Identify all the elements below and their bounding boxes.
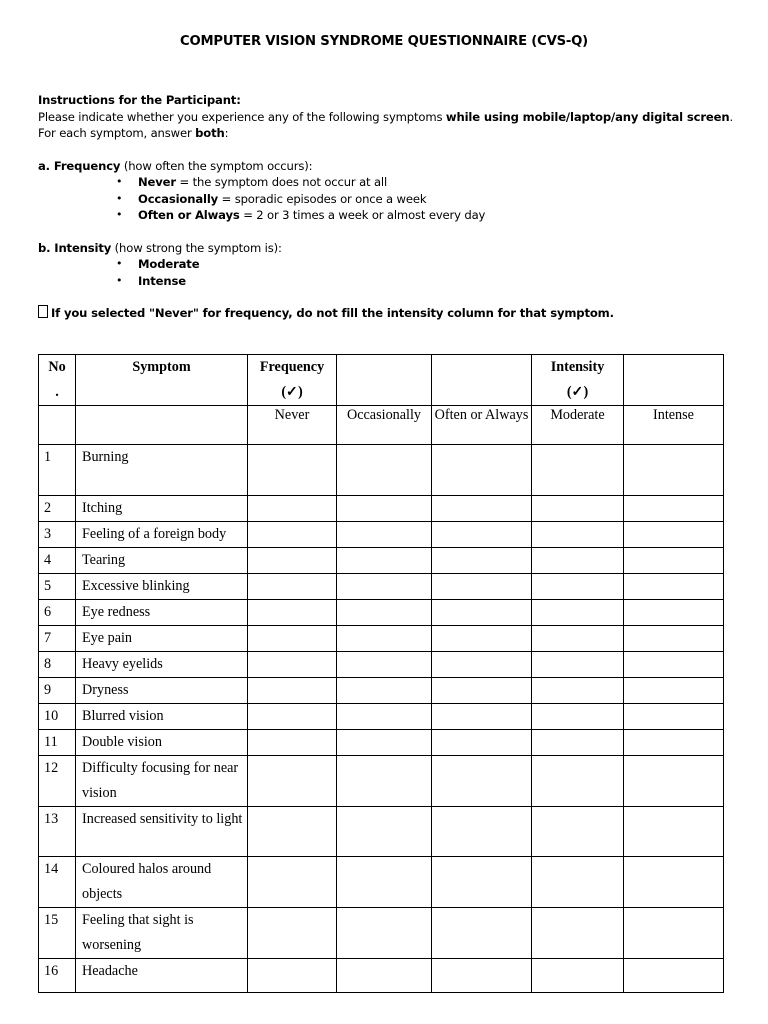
row-number: 16 bbox=[39, 959, 76, 993]
subheader-intense: Intense bbox=[624, 406, 724, 445]
intensity-heading bbox=[38, 240, 738, 257]
response-cell-occasionally[interactable] bbox=[337, 574, 432, 600]
intensity-option-term: Intense bbox=[138, 273, 186, 288]
response-cell-never[interactable] bbox=[248, 908, 337, 959]
response-cell-never[interactable] bbox=[248, 548, 337, 574]
row-symptom: Tearing bbox=[76, 548, 248, 574]
header-frequency bbox=[248, 355, 337, 406]
intensity-option bbox=[116, 273, 738, 290]
row-symptom: Headache bbox=[76, 959, 248, 993]
table-subheader-row bbox=[39, 406, 724, 445]
response-cell-moderate[interactable] bbox=[532, 574, 624, 600]
response-cell-often-always[interactable] bbox=[432, 522, 532, 548]
row-number: 11 bbox=[39, 730, 76, 756]
response-cell-moderate[interactable] bbox=[532, 756, 624, 807]
bullet-icon: • bbox=[116, 273, 123, 287]
row-symptom: Feeling of a foreign body bbox=[76, 522, 248, 548]
answer-text bbox=[38, 125, 738, 142]
response-cell-often-always[interactable] bbox=[432, 548, 532, 574]
response-cell-intense[interactable] bbox=[624, 522, 724, 548]
response-cell-never[interactable] bbox=[248, 730, 337, 756]
row-symptom: Feeling that sight is worsening bbox=[76, 908, 248, 959]
response-cell-moderate[interactable] bbox=[532, 600, 624, 626]
response-cell-intense[interactable] bbox=[624, 756, 724, 807]
frequency-option-term: Never bbox=[138, 175, 176, 189]
response-cell-intense[interactable] bbox=[624, 652, 724, 678]
row-number: 15 bbox=[39, 908, 76, 959]
response-cell-often-always[interactable] bbox=[432, 807, 532, 857]
row-number: 13 bbox=[39, 807, 76, 857]
response-cell-never[interactable] bbox=[248, 445, 337, 496]
frequency-option bbox=[116, 207, 738, 224]
response-cell-occasionally[interactable] bbox=[337, 548, 432, 574]
bullet-icon: • bbox=[116, 257, 123, 270]
table-row bbox=[39, 574, 724, 600]
response-cell-occasionally[interactable] bbox=[337, 652, 432, 678]
response-cell-moderate[interactable] bbox=[532, 959, 624, 993]
response-cell-often-always[interactable] bbox=[432, 704, 532, 730]
response-cell-occasionally[interactable] bbox=[337, 857, 432, 908]
response-cell-intense[interactable] bbox=[624, 959, 724, 993]
response-cell-moderate[interactable] bbox=[532, 652, 624, 678]
table-row bbox=[39, 908, 724, 959]
row-symptom: Burning bbox=[76, 445, 248, 496]
response-cell-never[interactable] bbox=[248, 652, 337, 678]
frequency-list bbox=[38, 174, 738, 224]
response-cell-intense[interactable] bbox=[624, 730, 724, 756]
table-row bbox=[39, 600, 724, 626]
missing-glyph-icon bbox=[38, 305, 48, 318]
row-number: 10 bbox=[39, 704, 76, 730]
intensity-label: b. Intensity bbox=[38, 240, 112, 255]
table-row bbox=[39, 496, 724, 522]
row-number: 7 bbox=[39, 626, 76, 652]
table-row bbox=[39, 626, 724, 652]
row-number: 1 bbox=[39, 445, 76, 496]
response-cell-never[interactable] bbox=[248, 807, 337, 857]
instructions-text bbox=[38, 109, 738, 126]
frequency-option bbox=[116, 174, 738, 191]
response-cell-never[interactable] bbox=[248, 600, 337, 626]
note-text: If you selected "Never" for frequency, do not fill the intensity column for that symptom. bbox=[51, 306, 614, 320]
frequency-desc: (how often the symptom occurs): bbox=[120, 158, 313, 173]
response-cell-intense[interactable] bbox=[624, 496, 724, 522]
table-row bbox=[39, 959, 724, 993]
response-cell-often-always[interactable] bbox=[432, 626, 532, 652]
header-intensity-label: Intensity bbox=[550, 359, 605, 375]
row-symptom: Double vision bbox=[76, 730, 248, 756]
response-cell-often-always[interactable] bbox=[432, 600, 532, 626]
intensity-list bbox=[38, 256, 738, 289]
header-symptom: Symptom bbox=[76, 355, 248, 406]
response-cell-never[interactable] bbox=[248, 857, 337, 908]
answer-text-end: : bbox=[224, 126, 229, 140]
response-cell-often-always[interactable] bbox=[432, 574, 532, 600]
response-cell-intense[interactable] bbox=[624, 548, 724, 574]
intensity-option-term: Moderate bbox=[138, 257, 200, 271]
row-symptom: Difficulty focusing for near vision bbox=[76, 756, 248, 807]
row-symptom: Itching bbox=[76, 496, 248, 522]
table-row bbox=[39, 857, 724, 908]
response-cell-intense[interactable] bbox=[624, 626, 724, 652]
response-cell-moderate[interactable] bbox=[532, 548, 624, 574]
header-no-label: No bbox=[48, 359, 66, 375]
response-cell-never[interactable] bbox=[248, 756, 337, 807]
response-cell-often-always[interactable] bbox=[432, 959, 532, 993]
intensity-option bbox=[116, 256, 738, 273]
table-row bbox=[39, 730, 724, 756]
note-line bbox=[38, 305, 738, 322]
response-cell-occasionally[interactable] bbox=[337, 600, 432, 626]
instructions-text-emphasis: while using mobile/laptop/any digital screen bbox=[445, 109, 730, 124]
row-symptom: Excessive blinking bbox=[76, 574, 248, 600]
intensity-desc: (how strong the symptom is): bbox=[111, 240, 282, 255]
row-number: 14 bbox=[39, 857, 76, 908]
response-cell-occasionally[interactable] bbox=[337, 756, 432, 807]
response-cell-never[interactable] bbox=[248, 574, 337, 600]
row-symptom: Heavy eyelids bbox=[76, 652, 248, 678]
response-cell-moderate[interactable] bbox=[532, 704, 624, 730]
header-intensity bbox=[532, 355, 624, 406]
response-cell-often-always[interactable] bbox=[432, 730, 532, 756]
header-no bbox=[39, 355, 76, 406]
instructions-text-end: . bbox=[729, 109, 733, 124]
bullet-icon: • bbox=[116, 208, 123, 221]
response-cell-often-always[interactable] bbox=[432, 857, 532, 908]
response-cell-often-always[interactable] bbox=[432, 445, 532, 496]
response-cell-never[interactable] bbox=[248, 496, 337, 522]
subheader-never: Never bbox=[248, 406, 337, 445]
table-row bbox=[39, 704, 724, 730]
response-cell-often-always[interactable] bbox=[432, 496, 532, 522]
frequency-option-desc: = sporadic episodes or once a week bbox=[218, 191, 427, 206]
row-number: 4 bbox=[39, 548, 76, 574]
table-row bbox=[39, 756, 724, 807]
response-cell-moderate[interactable] bbox=[532, 522, 624, 548]
answer-text-start: For each symptom, answer bbox=[38, 126, 196, 140]
response-cell-occasionally[interactable] bbox=[337, 959, 432, 993]
response-cell-intense[interactable] bbox=[624, 600, 724, 626]
response-cell-moderate[interactable] bbox=[532, 678, 624, 704]
subheader-blank-cell bbox=[39, 406, 76, 445]
response-cell-intense[interactable] bbox=[624, 807, 724, 857]
row-number: 9 bbox=[39, 678, 76, 704]
table-row bbox=[39, 807, 724, 857]
response-cell-never[interactable] bbox=[248, 626, 337, 652]
response-cell-intense[interactable] bbox=[624, 445, 724, 496]
header-no-dot: . bbox=[55, 384, 59, 400]
response-cell-occasionally[interactable] bbox=[337, 522, 432, 548]
frequency-heading bbox=[38, 158, 738, 175]
row-symptom: Coloured halos around objects bbox=[76, 857, 248, 908]
response-cell-intense[interactable] bbox=[624, 857, 724, 908]
instructions-text-start: Please indicate whether you experience any of the following symptoms bbox=[38, 109, 446, 124]
response-cell-occasionally[interactable] bbox=[337, 908, 432, 959]
header-blank-cell bbox=[337, 355, 432, 406]
response-cell-often-always[interactable] bbox=[432, 908, 532, 959]
bullet-icon: • bbox=[116, 191, 123, 205]
instructions-section bbox=[38, 92, 738, 322]
table-row bbox=[39, 522, 724, 548]
response-cell-intense[interactable] bbox=[624, 704, 724, 730]
row-number: 2 bbox=[39, 496, 76, 522]
table-row bbox=[39, 678, 724, 704]
frequency-option-term: Often or Always bbox=[138, 208, 240, 222]
response-cell-often-always[interactable] bbox=[432, 756, 532, 807]
subheader-occasionally: Occasionally bbox=[337, 406, 432, 445]
response-cell-moderate[interactable] bbox=[532, 445, 624, 496]
bullet-icon: • bbox=[116, 175, 123, 188]
table-row bbox=[39, 652, 724, 678]
response-cell-occasionally[interactable] bbox=[337, 678, 432, 704]
table-header-row bbox=[39, 355, 724, 406]
row-symptom: Eye pain bbox=[76, 626, 248, 652]
response-cell-never[interactable] bbox=[248, 678, 337, 704]
response-cell-moderate[interactable] bbox=[532, 496, 624, 522]
subheader-blank-cell bbox=[76, 406, 248, 445]
table-row bbox=[39, 548, 724, 574]
header-blank-cell bbox=[432, 355, 532, 406]
row-symptom: Increased sensitivity to light bbox=[76, 807, 248, 857]
response-cell-never[interactable] bbox=[248, 522, 337, 548]
subheader-moderate: Moderate bbox=[532, 406, 624, 445]
header-frequency-check: (✓) bbox=[281, 384, 303, 400]
response-cell-occasionally[interactable] bbox=[337, 445, 432, 496]
table-row bbox=[39, 445, 724, 496]
response-cell-never[interactable] bbox=[248, 959, 337, 993]
frequency-option-desc: = the symptom does not occur at all bbox=[175, 175, 388, 189]
response-cell-intense[interactable] bbox=[624, 678, 724, 704]
response-cell-intense[interactable] bbox=[624, 908, 724, 959]
response-cell-occasionally[interactable] bbox=[337, 704, 432, 730]
response-cell-intense[interactable] bbox=[624, 574, 724, 600]
response-cell-occasionally[interactable] bbox=[337, 626, 432, 652]
frequency-option-term: Occasionally bbox=[138, 191, 219, 206]
response-cell-moderate[interactable] bbox=[532, 908, 624, 959]
response-cell-often-always[interactable] bbox=[432, 678, 532, 704]
header-frequency-label: Frequency bbox=[259, 359, 325, 375]
row-number: 3 bbox=[39, 522, 76, 548]
response-cell-occasionally[interactable] bbox=[337, 496, 432, 522]
response-cell-occasionally[interactable] bbox=[337, 730, 432, 756]
frequency-option bbox=[116, 191, 738, 208]
response-cell-moderate[interactable] bbox=[532, 626, 624, 652]
response-cell-often-always[interactable] bbox=[432, 652, 532, 678]
subheader-often-always: Often or Always bbox=[432, 406, 532, 445]
response-cell-moderate[interactable] bbox=[532, 730, 624, 756]
document-title: COMPUTER VISION SYNDROME QUESTIONNAIRE (CVS-Q) bbox=[179, 34, 588, 49]
instructions-heading: Instructions for the Participant: bbox=[38, 93, 241, 107]
row-symptom: Dryness bbox=[76, 678, 248, 704]
header-intensity-check: (✓) bbox=[566, 384, 589, 400]
header-blank-cell bbox=[624, 355, 724, 406]
row-number: 6 bbox=[39, 600, 76, 626]
row-symptom: Blurred vision bbox=[76, 704, 248, 730]
response-cell-moderate[interactable] bbox=[532, 857, 624, 908]
response-cell-moderate[interactable] bbox=[532, 807, 624, 857]
frequency-label: a. Frequency bbox=[38, 158, 121, 173]
answer-text-emphasis: both bbox=[195, 126, 225, 140]
row-number: 12 bbox=[39, 756, 76, 807]
row-number: 8 bbox=[39, 652, 76, 678]
symptom-table bbox=[38, 354, 724, 993]
row-number: 5 bbox=[39, 574, 76, 600]
response-cell-occasionally[interactable] bbox=[337, 807, 432, 857]
response-cell-never[interactable] bbox=[248, 704, 337, 730]
frequency-option-desc: = 2 or 3 times a week or almost every day bbox=[239, 208, 486, 222]
row-symptom: Eye redness bbox=[76, 600, 248, 626]
